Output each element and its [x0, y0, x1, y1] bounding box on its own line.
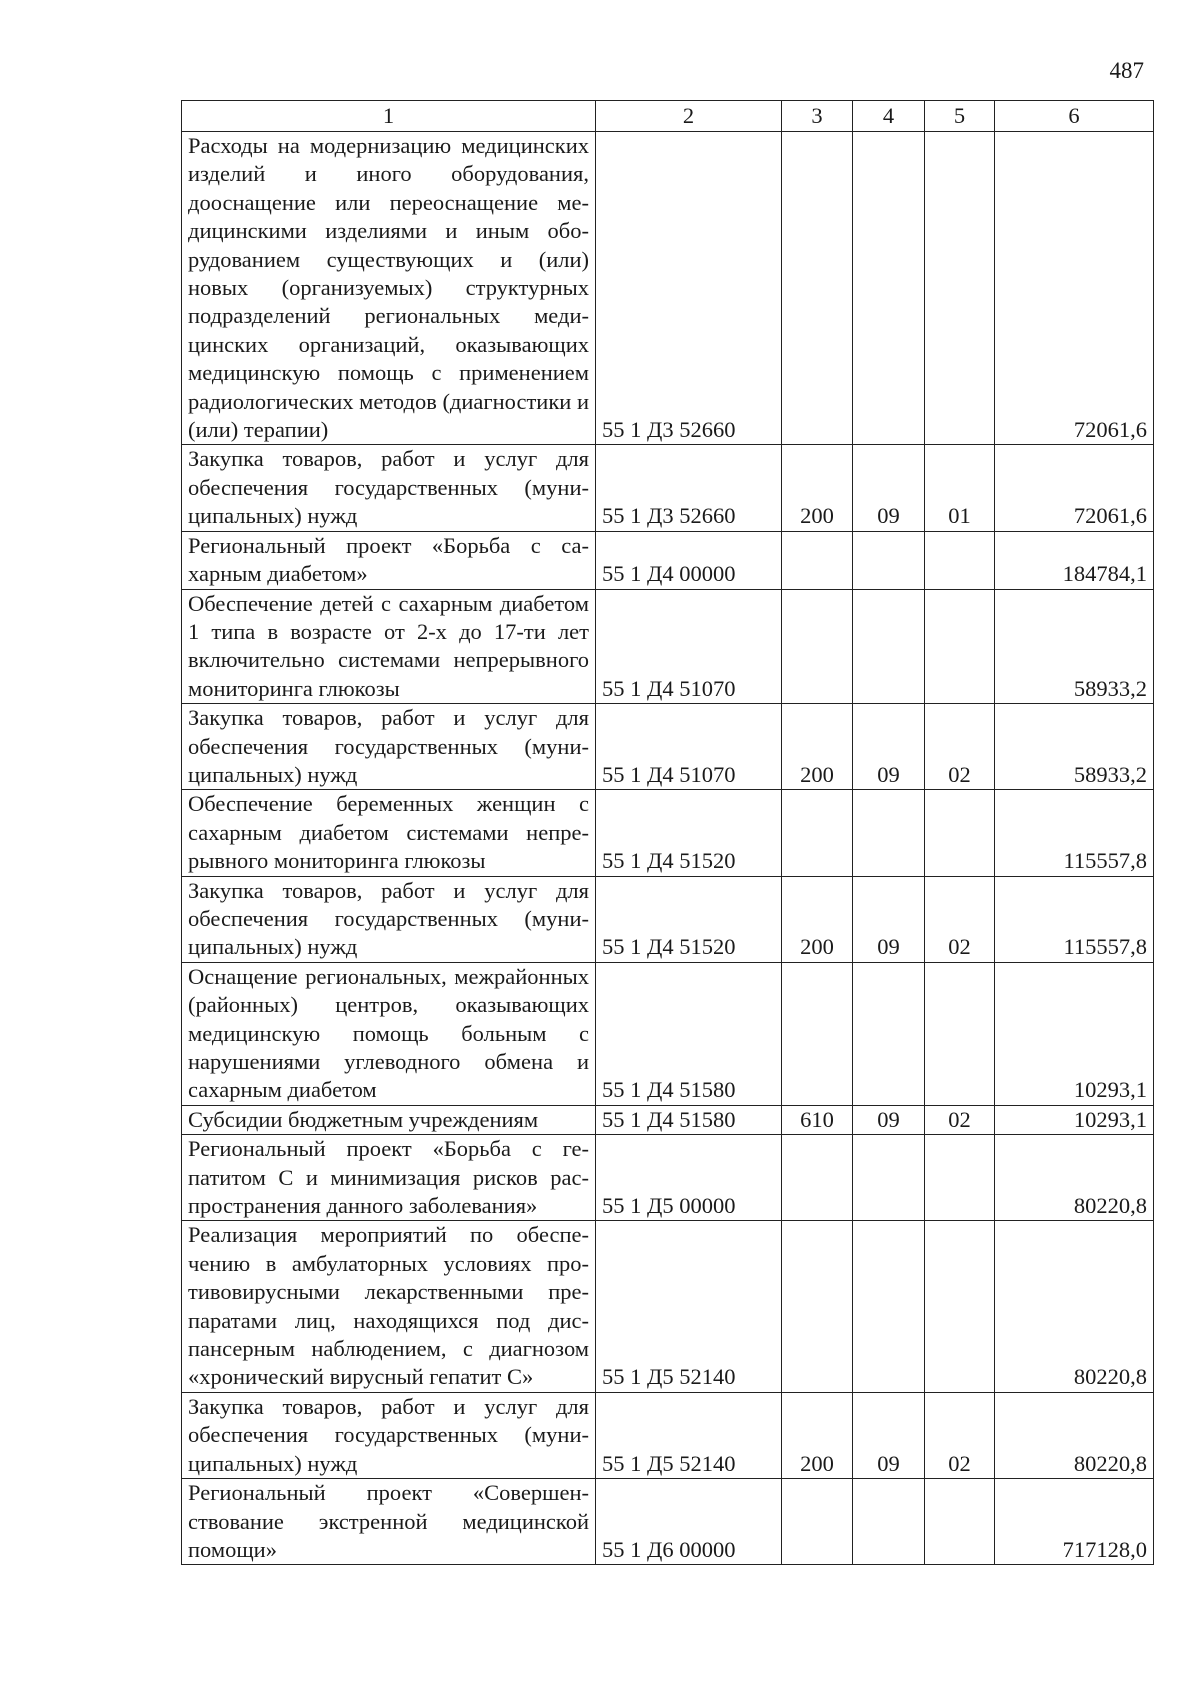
row-code: 55 1 Д4 51580 [596, 1105, 782, 1134]
row-col5: 02 [925, 1105, 995, 1134]
row-amount: 80220,8 [995, 1135, 1154, 1221]
row-name: Закупка товаров, работ и услуг для обеспечения государственных (муниципальных) нужд [182, 1392, 596, 1478]
row-col3 [782, 1479, 853, 1565]
row-code: 55 1 Д4 51520 [596, 790, 782, 876]
row-amount: 115557,8 [995, 790, 1154, 876]
row-name: Закупка товаров, работ и услуг для обеспечения государственных (муниципальных) нужд [182, 876, 596, 962]
row-col3 [782, 1135, 853, 1221]
row-col3: 200 [782, 1392, 853, 1478]
row-amount: 10293,1 [995, 962, 1154, 1105]
row-col4 [853, 1221, 925, 1392]
row-code: 55 1 Д4 00000 [596, 531, 782, 589]
column-header-5: 5 [925, 101, 995, 132]
row-col5 [925, 1221, 995, 1392]
row-name: Оснащение региональных, межрайонных (районных) центров, оказывающих медицинскую помощь больным с нарушениями углеводного обмена и сахарным диабетом [182, 962, 596, 1105]
row-code: 55 1 Д4 51520 [596, 876, 782, 962]
column-header-4: 4 [853, 101, 925, 132]
row-col5 [925, 1135, 995, 1221]
column-header-1: 1 [182, 101, 596, 132]
page-number: 487 [1109, 58, 1144, 83]
row-name: Расходы на модернизацию медицинских изделий и иного оборудования, дооснащение или переоснащение медицинскими изделиями и иным оборудованием существующих и (или) новых (организуемых) структурных подразделений региональных медицинских организаций, оказывающих медицинскую помощь с применением радиологических методов (диагностики и (или) терапии) [182, 132, 596, 445]
row-code: 55 1 Д5 52140 [596, 1221, 782, 1392]
row-col3: 610 [782, 1105, 853, 1134]
row-amount: 184784,1 [995, 531, 1154, 589]
budget-table [181, 100, 1154, 1565]
row-code: 55 1 Д3 52660 [596, 445, 782, 531]
row-col3 [782, 589, 853, 704]
row-code: 55 1 Д4 51070 [596, 704, 782, 790]
table-row [182, 962, 1154, 1105]
row-col5: 01 [925, 445, 995, 531]
column-header-3: 3 [782, 101, 853, 132]
row-name: Региональный проект «Совершенствование экстренной медицинской помощи» [182, 1479, 596, 1565]
row-col4: 09 [853, 1392, 925, 1478]
row-col5: 02 [925, 1392, 995, 1478]
row-col5 [925, 132, 995, 445]
row-name: Обеспечение беременных женщин с сахарным диабетом системами непрерывного мониторинга глюкозы [182, 790, 596, 876]
column-header-6: 6 [995, 101, 1154, 132]
table-row [182, 1392, 1154, 1478]
row-amount: 717128,0 [995, 1479, 1154, 1565]
row-amount: 10293,1 [995, 1105, 1154, 1134]
row-col5 [925, 790, 995, 876]
column-header-2: 2 [596, 101, 782, 132]
table-row [182, 132, 1154, 445]
row-name: Региональный проект «Борьба с сахарным диабетом» [182, 531, 596, 589]
table-row [182, 876, 1154, 962]
row-col4 [853, 531, 925, 589]
row-col4 [853, 589, 925, 704]
row-col3: 200 [782, 876, 853, 962]
row-col4: 09 [853, 876, 925, 962]
row-col3: 200 [782, 704, 853, 790]
table-row [182, 1221, 1154, 1392]
row-col5: 02 [925, 704, 995, 790]
row-col5 [925, 962, 995, 1105]
row-col5 [925, 1479, 995, 1565]
row-col4: 09 [853, 445, 925, 531]
column-number-row [182, 101, 1154, 132]
row-code: 55 1 Д5 00000 [596, 1135, 782, 1221]
table-row [182, 531, 1154, 589]
row-col4: 09 [853, 1105, 925, 1134]
row-col5 [925, 531, 995, 589]
row-col3 [782, 790, 853, 876]
row-col4 [853, 132, 925, 445]
row-name: Закупка товаров, работ и услуг для обеспечения государственных (муниципальных) нужд [182, 445, 596, 531]
row-amount: 58933,2 [995, 704, 1154, 790]
row-name: Реализация мероприятий по обеспечению в амбулаторных условиях противовирусными лекарственными препаратами лиц, находящихся под диспансерным наблюдением, с диагнозом «хронический вирусный гепатит С» [182, 1221, 596, 1392]
table-row [182, 1105, 1154, 1134]
row-col5: 02 [925, 876, 995, 962]
row-col4 [853, 962, 925, 1105]
row-code: 55 1 Д4 51580 [596, 962, 782, 1105]
row-col4 [853, 790, 925, 876]
row-amount: 72061,6 [995, 132, 1154, 445]
row-col3 [782, 1221, 853, 1392]
row-col3 [782, 132, 853, 445]
row-name: Обеспечение детей с сахарным диабетом 1 типа в возрасте от 2-х до 17-ти лет включительно системами непрерывного мониторинга глюкозы [182, 589, 596, 704]
table-row [182, 589, 1154, 704]
table-row [182, 1135, 1154, 1221]
row-amount: 115557,8 [995, 876, 1154, 962]
row-code: 55 1 Д4 51070 [596, 589, 782, 704]
row-amount: 58933,2 [995, 589, 1154, 704]
row-col3: 200 [782, 445, 853, 531]
row-col4 [853, 1479, 925, 1565]
row-amount: 72061,6 [995, 445, 1154, 531]
row-name: Субсидии бюджетным учреждениям [182, 1105, 596, 1134]
row-code: 55 1 Д3 52660 [596, 132, 782, 445]
table-row [182, 704, 1154, 790]
table-row [182, 790, 1154, 876]
row-col3 [782, 962, 853, 1105]
row-code: 55 1 Д6 00000 [596, 1479, 782, 1565]
row-col3 [782, 531, 853, 589]
row-col4: 09 [853, 704, 925, 790]
row-col4 [853, 1135, 925, 1221]
row-name: Закупка товаров, работ и услуг для обеспечения государственных (муниципальных) нужд [182, 704, 596, 790]
row-amount: 80220,8 [995, 1392, 1154, 1478]
row-name: Региональный проект «Борьба с гепатитом С и минимизация рисков распространения данного заболевания» [182, 1135, 596, 1221]
row-col5 [925, 589, 995, 704]
table-row [182, 1479, 1154, 1565]
table-row [182, 445, 1154, 531]
row-code: 55 1 Д5 52140 [596, 1392, 782, 1478]
row-amount: 80220,8 [995, 1221, 1154, 1392]
